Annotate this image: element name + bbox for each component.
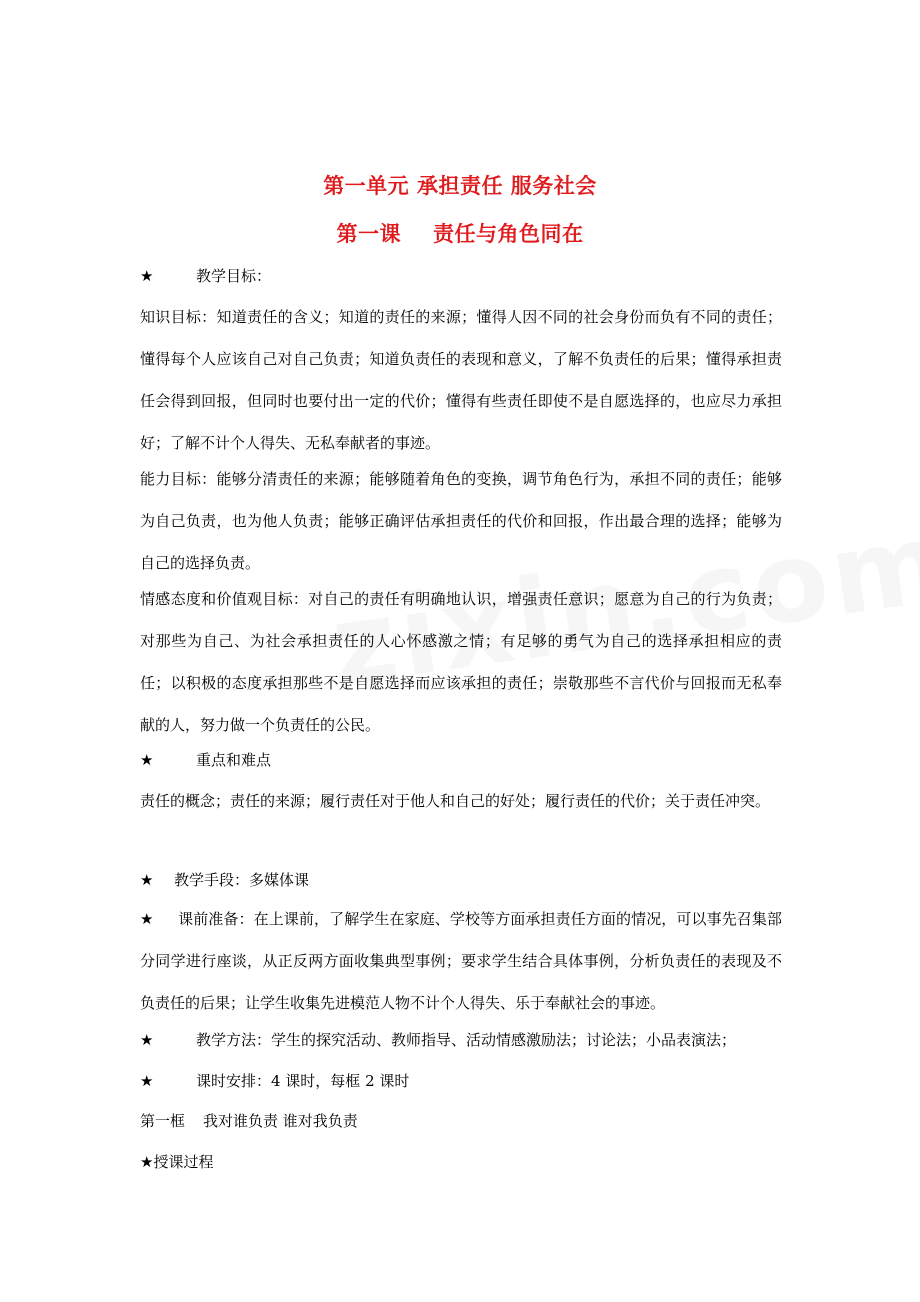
preparation-paragraph bbox=[140, 898, 782, 1024]
key-points-heading: 重点和难点 bbox=[196, 751, 272, 769]
star-icon: ★ bbox=[140, 751, 154, 769]
teaching-methods-line bbox=[140, 1030, 736, 1050]
frame-title-line bbox=[140, 1111, 358, 1131]
schedule-line bbox=[140, 1071, 409, 1091]
star-icon: ★ bbox=[140, 871, 154, 889]
star-icon: ★ bbox=[140, 1072, 154, 1090]
process-heading-line bbox=[140, 1152, 213, 1172]
unit-title: 第一单元 承担责任 服务社会 bbox=[323, 173, 597, 198]
teaching-methods: 教学方法：学生的探究活动、教师指导、活动情感激励法；讨论法；小品表演法； bbox=[196, 1031, 737, 1049]
preparation: 课前准备：在上课前，了解学生在家庭、学校等方面承担责任方面的情况，可以事先召集部分同学进行座谈，从正反两方面收集典型事例；要求学生结合具体事例，分析负责任的表现及不负责任的后果；让学生收集先进模范人物不计个人得失、乐于奉献社会的事迹。 bbox=[140, 910, 782, 1012]
teaching-means-line bbox=[140, 870, 309, 890]
frame-prefix: 第一框 bbox=[140, 1112, 186, 1130]
teaching-means: 教学手段：多媒体课 bbox=[174, 871, 310, 889]
objectives-heading-line bbox=[140, 266, 271, 286]
frame-title: 我对谁负责 谁对我负责 bbox=[203, 1112, 358, 1130]
process-heading: 授课过程 bbox=[153, 1153, 214, 1171]
objectives-heading: 教学目标： bbox=[196, 267, 272, 285]
knowledge-goal: 知识目标：知道责任的含义；知道的责任的来源；懂得人因不同的社会身份而负有不同的责任；懂得每个人应该自己对自己负责；知道负责任的表现和意义，了解不负责任的后果；懂得承担责任会得到回报，但同时也要付出一定的代价；懂得有些责任即使不是自愿选择的，也应尽力承担好；了解不计个人得失、无私奉献者的事迹。 bbox=[140, 308, 782, 452]
emotion-goal: 情感态度和价值观目标：对自己的责任有明确地认识，增强责任意识；愿意为自己的行为负责；对那些为自己、为社会承担责任的人心怀感激之情；有足够的勇气为自己的选择承担相应的责任；以积极的态度承担那些不是自愿选择而应该承担的责任；崇敬那些不言代价与回报而无私奉献的人，努力做一个负责任的公民。 bbox=[140, 590, 782, 734]
ability-goal: 能力目标：能够分清责任的来源；能够随着角色的变换，调节角色行为，承担不同的责任；能够为自己负责，也为他人负责；能够正确评估承担责任的代价和回报，作出最合理的选择；能够为自己的选择负责。 bbox=[140, 470, 782, 572]
star-icon: ★ bbox=[140, 1031, 154, 1049]
star-icon: ★ bbox=[140, 267, 154, 285]
lesson-title: 责任与角色同在 bbox=[433, 221, 584, 246]
schedule: 课时安排：4 课时，每框 2 课时 bbox=[196, 1072, 410, 1090]
lesson-prefix: 第一课 bbox=[336, 221, 401, 246]
key-points-heading-line bbox=[140, 750, 271, 770]
star-icon: ★ bbox=[140, 910, 154, 928]
star-icon: ★ bbox=[140, 1153, 154, 1171]
key-points: 责任的概念；责任的来源；履行责任对于他人和自己的好处；履行责任的代价；关于责任冲突。 bbox=[140, 792, 771, 810]
lesson-title-line bbox=[0, 218, 920, 248]
